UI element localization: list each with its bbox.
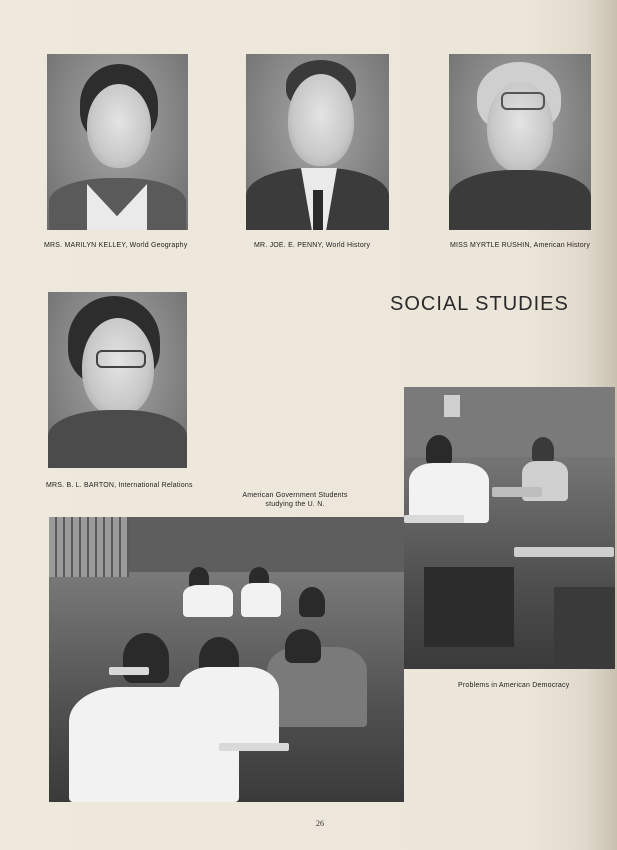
caption-government-line1: American Government Students bbox=[242, 492, 348, 499]
portrait-kelley bbox=[47, 54, 188, 230]
photo-government-class bbox=[49, 517, 404, 802]
caption-government-line2: studying the U. N. bbox=[265, 501, 325, 508]
caption-penny: MR. JOE. E. PENNY, World History bbox=[254, 242, 371, 249]
faculty-name: MISS MYRTLE RUSHIN bbox=[450, 242, 530, 249]
portrait-barton bbox=[48, 292, 187, 468]
caption-democracy: Problems in American Democracy bbox=[458, 682, 570, 689]
caption-barton: MRS. B. L. BARTON, International Relations bbox=[46, 482, 193, 489]
faculty-name: MRS. MARILYN KELLEY bbox=[44, 242, 126, 249]
faculty-subject: International Relations bbox=[118, 482, 193, 489]
page-title: SOCIAL STUDIES bbox=[390, 293, 569, 315]
portrait-penny bbox=[246, 54, 389, 230]
faculty-name: MR. JOE. E. PENNY bbox=[254, 242, 322, 249]
faculty-subject: World History bbox=[325, 242, 371, 249]
caption-government bbox=[236, 491, 354, 509]
caption-rushin: MISS MYRTLE RUSHIN, American History bbox=[450, 242, 591, 249]
faculty-name: MRS. B. L. BARTON bbox=[46, 482, 115, 489]
photo-democracy-class bbox=[404, 387, 615, 669]
page-number: 26 bbox=[316, 819, 324, 828]
faculty-subject: American History bbox=[533, 242, 591, 249]
caption-kelley: MRS. MARILYN KELLEY, World Geography bbox=[44, 242, 188, 249]
faculty-subject: World Geography bbox=[129, 242, 188, 249]
portrait-rushin bbox=[449, 54, 591, 230]
